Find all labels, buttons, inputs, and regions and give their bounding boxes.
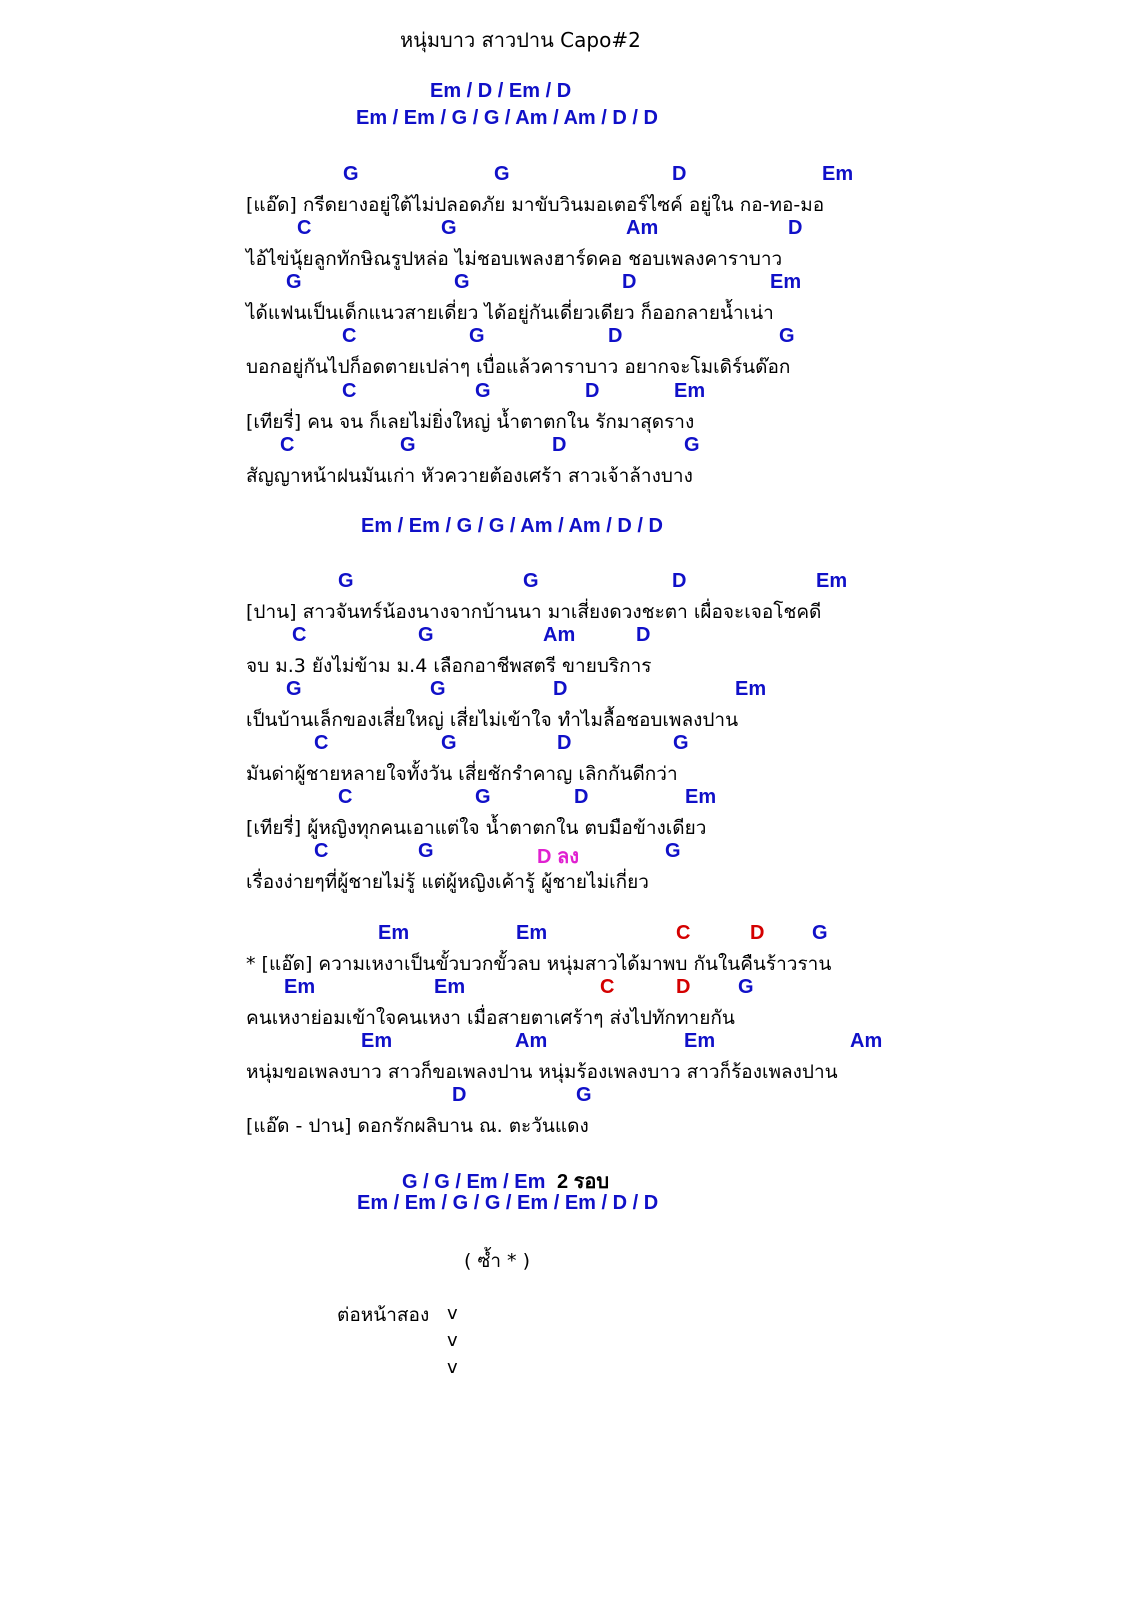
lyric-line: บอกอยู่กันไปก็อดตายเปล่าๆ เบื่อแล้วคาราบาว อยากจะโมเดิร์นด๊อก: [246, 356, 791, 378]
chord: Em: [284, 976, 316, 998]
verse2-chord-row: [0, 570, 1132, 596]
lyric-line: มันด่าผู้ชายหลายใจทั้งวัน เสี่ยชักรำคาญ เลิกกันดีกว่า: [246, 763, 678, 785]
intro-line-1: Em / D / Em / D: [430, 80, 572, 102]
verse2-chord-row: [0, 786, 1132, 812]
chorus-chord-row: [0, 922, 1132, 948]
down-arrow-icon: v: [447, 1357, 458, 1378]
chord: G: [475, 786, 491, 808]
chord: G: [673, 732, 689, 754]
chorus-chord-row: [0, 976, 1132, 1002]
verse2-chord-row: [0, 678, 1132, 704]
intro-line-2: Em / Em / G / G / Am / Am / D / D: [356, 107, 658, 129]
chord: C: [342, 380, 357, 402]
chord: G: [338, 570, 354, 592]
interlude-line: Em / Em / G / G / Am / Am / D / D: [361, 515, 663, 537]
chord: G: [475, 380, 491, 402]
lyric-line: หนุ่มขอเพลงบาว สาวก็ขอเพลงปาน หนุ่มร้องเพลงบาว สาวก็ร้องเพลงปาน: [246, 1061, 838, 1083]
chord: C: [297, 217, 312, 239]
chord: D: [452, 1084, 467, 1106]
down-arrow-icon: v: [447, 1303, 458, 1324]
chord: G: [665, 840, 681, 862]
chord: G: [469, 325, 485, 347]
chord: G: [286, 271, 302, 293]
chord: Em: [378, 922, 410, 944]
repeat-count: 2 รอบ: [556, 1171, 610, 1193]
chord: G: [400, 434, 416, 456]
chord: D: [552, 434, 567, 456]
lyric-line: สัญญาหน้าฝนมันเก่า หัวควายต้องเศร้า สาวเจ้าล้างบาง: [246, 465, 693, 487]
chord: Em: [735, 678, 767, 700]
chord: Em: [674, 380, 706, 402]
chord: G: [454, 271, 470, 293]
chord: G: [430, 678, 446, 700]
lyric-line: [เทียรี่] ผู้หญิงทุกคนเอาแต่ใจ น้ำตาตกใน ตบมือข้างเดียว: [246, 817, 707, 839]
lyric-line: [เทียรี่] คน จน ก็เลยไม่ยิ่งใหญ่ น้ำตาตกใน รักมาสุดราง: [246, 411, 695, 433]
chord: G: [343, 163, 359, 185]
chord: C: [338, 786, 353, 808]
chord: C: [280, 434, 295, 456]
song-title: หนุ่มบาว สาวปาน Capo#2: [400, 28, 641, 52]
chord: Em: [770, 271, 802, 293]
chord: C: [600, 976, 615, 998]
outro-line-2: Em / Em / G / G / Em / Em / D / D: [357, 1192, 659, 1214]
chord: G: [812, 922, 828, 944]
chord: G: [576, 1084, 592, 1106]
chord: D: [788, 217, 803, 239]
chorus-chord-row: [0, 1084, 1132, 1110]
lyric-line: * [แอ๊ด] ความเหงาเป็นขั้วบวกขั้วลบ หนุ่มสาวได้มาพบ กันในคืนร้าวราน: [246, 953, 832, 975]
continue-note: ต่อหน้าสอง: [337, 1304, 430, 1326]
chorus-chord-row: [0, 1030, 1132, 1056]
chord: D: [676, 976, 691, 998]
chord: G: [418, 840, 434, 862]
chord: Em: [816, 570, 848, 592]
chord: D: [557, 732, 572, 754]
chord: C: [314, 732, 329, 754]
repeat-note: ( ซ้ำ * ): [464, 1250, 531, 1272]
chord: G: [441, 217, 457, 239]
chord: D: [608, 325, 623, 347]
chord: G: [779, 325, 795, 347]
chord: D: [672, 570, 687, 592]
verse2-chord-row: [0, 732, 1132, 758]
chord: Am: [543, 624, 576, 646]
verse1-chord-row: [0, 325, 1132, 351]
lyric-line: ไอ้ไข่นุ้ยลูกทักษิณรูปหล่อ ไม่ชอบเพลงฮาร์ดคอ ชอบเพลงคาราบาว: [246, 248, 783, 270]
chord: Em: [822, 163, 854, 185]
outro-chords: G / G / Em / Em: [402, 1171, 546, 1193]
chord: Am: [626, 217, 659, 239]
lyric-line: [แอ๊ด - ปาน] ดอกรักผลิบาน ณ. ตะวันแดง: [246, 1115, 589, 1137]
chord: G: [441, 732, 457, 754]
chord: Em: [434, 976, 466, 998]
chord: G: [738, 976, 754, 998]
chord: Em: [516, 922, 548, 944]
chord: D: [574, 786, 589, 808]
chord: Em: [361, 1030, 393, 1052]
chord: C: [314, 840, 329, 862]
chord: G: [494, 163, 510, 185]
chord: Am: [515, 1030, 548, 1052]
chord: Em: [685, 786, 717, 808]
chord: C: [342, 325, 357, 347]
chord: Am: [850, 1030, 883, 1052]
down-arrow-icon: v: [447, 1330, 458, 1351]
chord: D: [636, 624, 651, 646]
verse1-chord-row: [0, 380, 1132, 406]
chord: Em: [684, 1030, 716, 1052]
chord: C: [676, 922, 691, 944]
chord: D: [553, 678, 568, 700]
chord: G: [523, 570, 539, 592]
verse2-chord-row: [0, 624, 1132, 650]
verse2-chord-row: [0, 840, 1132, 866]
chord: C: [292, 624, 307, 646]
lyric-line: [แอ๊ด] กรีดยางอยู่ใต้ไม่ปลอดภัย มาขับวินมอเตอร์ไซค์ อยู่ใน กอ-ทอ-มอ: [246, 194, 825, 216]
lyric-line: จบ ม.3 ยังไม่ข้าม ม.4 เลือกอาชีพสตรี ขายบริการ: [246, 655, 652, 677]
chord-d-down: D ลง: [537, 846, 580, 868]
verse1-chord-row: [0, 163, 1132, 189]
chord: G: [286, 678, 302, 700]
chord: D: [672, 163, 687, 185]
verse1-chord-row: [0, 271, 1132, 297]
chord: D: [585, 380, 600, 402]
lyric-line: [ปาน] สาวจันทร์น้องนางจากบ้านนา มาเสี่ยงดวงชะตา เผื่อจะเจอโชคดี: [246, 601, 822, 623]
lyric-line: ได้แฟนเป็นเด็กแนวสายเดี่ยว ได้อยู่กันเดี่ยวเดียว ก็ออกลายน้ำเน่า: [246, 302, 774, 324]
chord: G: [684, 434, 700, 456]
lyric-line: คนเหงาย่อมเข้าใจคนเหงา เมื่อสายตาเศร้าๆ ส่งไปทักทายกัน: [246, 1007, 735, 1029]
verse1-chord-row: [0, 434, 1132, 460]
chord: D: [750, 922, 765, 944]
chord: G: [418, 624, 434, 646]
lyric-line: เป็นบ้านเล็กของเสี่ยใหญ่ เสี่ยไม่เข้าใจ ทำไมลื้อชอบเพลงปาน: [246, 709, 739, 731]
chord: D: [622, 271, 637, 293]
lyric-line: เรื่องง่ายๆที่ผู้ชายไม่รู้ แต่ผู้หญิงเค้ารู้ ผู้ชายไม่เกี่ยว: [246, 871, 649, 893]
verse1-chord-row: [0, 217, 1132, 243]
